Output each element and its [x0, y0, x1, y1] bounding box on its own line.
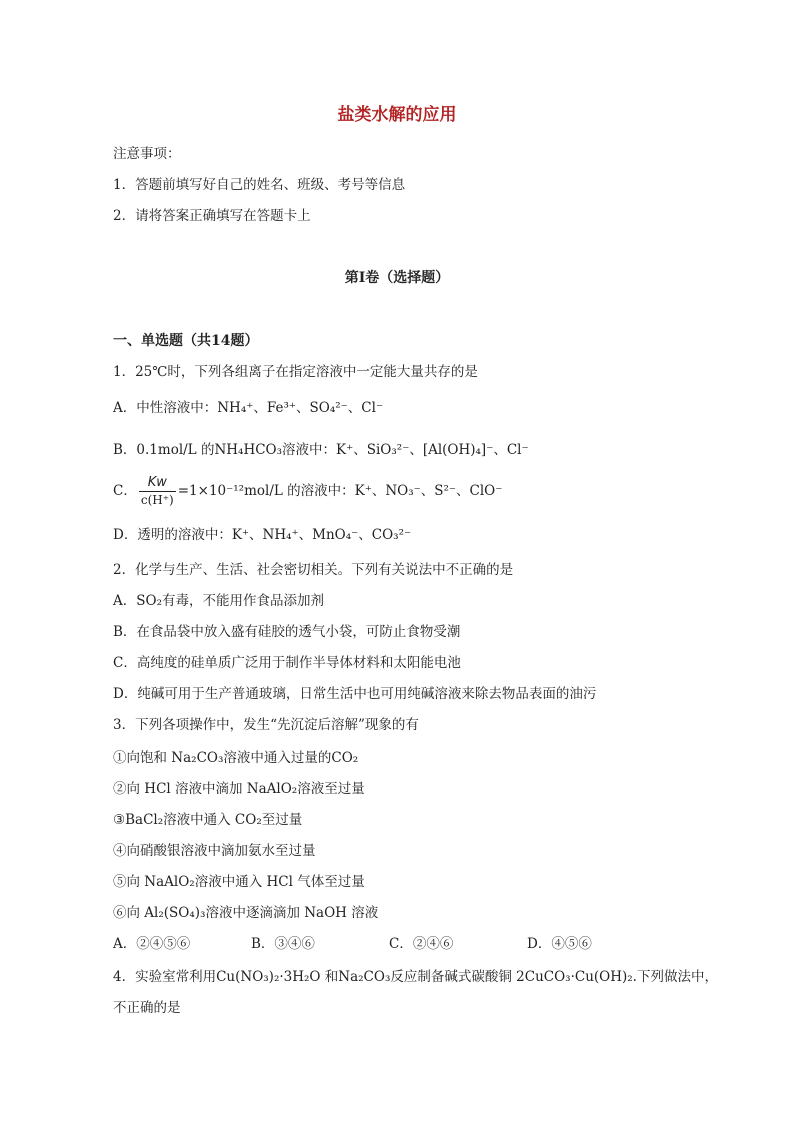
question-2-option-b: B．在食品袋中放入盛有硅胶的透气小袋，可防止食物受潮 [113, 624, 461, 640]
question-1-stem: 1．25℃时，下列各组离子在指定溶液中一定能大量共存的是 [113, 364, 478, 380]
question-4-stem-line-1: 4．实验室常利用Cu(NO₃)₂·3H₂O 和Na₂CO₃反应制备碱式碳酸铜 2CuCO₃·Cu(OH)₂.下列做法中， [113, 969, 718, 985]
notice-heading: 注意事项： [113, 146, 181, 162]
part-heading: 一、单选题（共14题） [113, 333, 259, 349]
notice-item-1: 1．答题前填写好自己的姓名、班级、考号等信息 [113, 177, 406, 193]
option-c-rest: =1×10⁻¹²mol/L 的溶液中：K⁺、NO₃⁻、S²⁻、ClO⁻ [177, 483, 503, 499]
question-2-stem: 2．化学与生产、生活、社会密切相关。下列有关说法中不正确的是 [113, 562, 514, 578]
question-2-option-c: C．高纯度的硅单质广泛用于制作半导体材料和太阳能电池 [113, 655, 461, 671]
question-1-option-b: B．0.1mol/L 的NH₄HCO₃溶液中：K⁺、SiO₃²⁻、[Al(OH)₄]⁻、Cl⁻ [113, 442, 529, 458]
question-3-item-3: ③BaCl₂溶液中通入 CO₂至过量 [113, 812, 303, 828]
question-3-option-a: A．②④⑤⑥ [113, 936, 191, 952]
question-1-option-d: D．透明的溶液中：K⁺、NH₄⁺、MnO₄⁻、CO₃²⁻ [113, 527, 412, 543]
section-title: 第I卷（选择题） [344, 270, 450, 286]
fraction-denominator: c(H⁺) [140, 493, 174, 507]
kw-fraction [139, 475, 176, 508]
question-3-option-d: D．④⑤⑥ [527, 936, 592, 952]
question-3-option-c: C．②④⑥ [389, 936, 454, 952]
option-c-prefix: C． [113, 483, 137, 499]
question-4-stem-line-2: 不正确的是 [113, 1000, 181, 1016]
question-3-item-1: ①向饱和 Na₂CO₃溶液中通入过量的CO₂ [113, 750, 359, 766]
question-3-item-6: ⑥向 Al₂(SO₄)₃溶液中逐滴滴加 NaOH 溶液 [113, 905, 379, 921]
question-2-option-d: D．纯碱可用于生产普通玻璃，日常生活中也可用纯碱溶液来除去物品表面的油污 [113, 686, 597, 702]
question-1-option-c [113, 474, 502, 508]
question-3-stem: 3．下列各项操作中，发生“先沉淀后溶解”现象的有 [113, 717, 419, 733]
notice-item-2: 2．请将答案正确填写在答题卡上 [113, 208, 311, 224]
question-3-option-b: B．③④⑥ [251, 936, 315, 952]
question-3-item-4: ④向硝酸银溶液中滴加氨水至过量 [113, 843, 316, 859]
question-1-option-a: A．中性溶液中：NH₄⁺、Fe³⁺、SO₄²⁻、Cl⁻ [113, 400, 384, 416]
fraction-numerator: Kw [139, 475, 176, 492]
question-2-option-a: A．SO₂有毒，不能用作食品添加剂 [113, 593, 324, 609]
question-3-item-2: ②向 HCl 溶液中滴加 NaAlO₂溶液至过量 [113, 781, 365, 797]
question-3-item-5: ⑤向 NaAlO₂溶液中通入 HCl 气体至过量 [113, 874, 365, 890]
page-title: 盐类水解的应用 [337, 105, 457, 125]
